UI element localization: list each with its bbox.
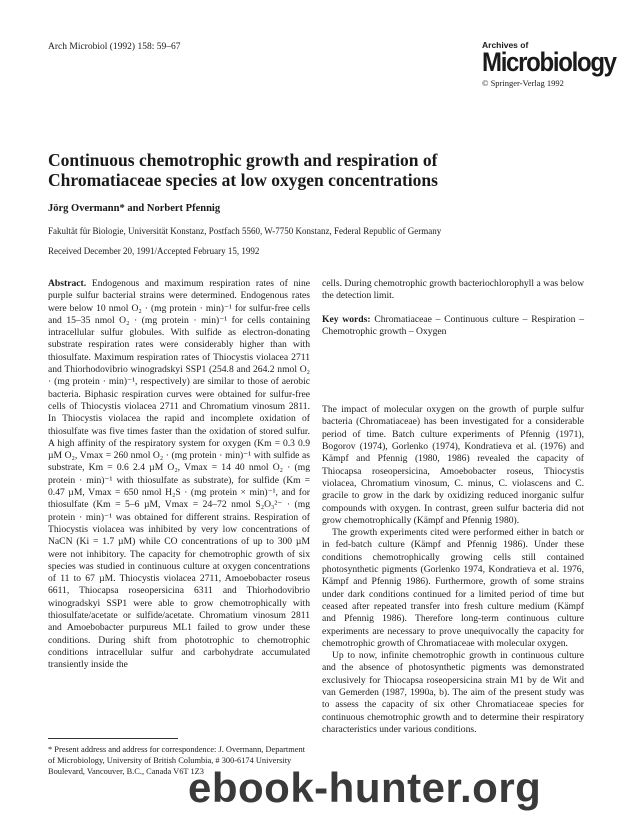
intro-paragraph-3: Up to now, infinite chemotrophic growth in continuous culture and the absence of photosynthetic pigments was demonstrated exclusively for Thiocapsa roseopersicina strain M1 by de Wit and van Gemerden (1987, 1990a, b). The aim of the present study was to assess the capacity of six other Chromatiaceae species for continuous chemotrophic growth and to determine their respiratory characteristics under various conditions.	[322, 650, 584, 735]
brand-logo-text: Microbiology	[482, 47, 616, 78]
brand-archives-label: Archives of	[482, 40, 529, 50]
brand-copyright: © Springer-Verlag 1992	[482, 78, 564, 88]
journal-reference: Arch Microbiol (1992) 158: 59–67	[48, 42, 181, 52]
journal-brand	[482, 40, 616, 88]
intro-paragraph-1: The impact of molecular oxygen on the growth of purple sulfur bacteria (Chromatiaceae) has been investigated for a considerable period of time. Batch culture experiments of Pfennig (1971), Bogorov (1974), Gorlenko (1974), Kondratieva et al. (1976) and Kämpf and Pfennig (1980, 1986) revealed the capacity of Thiocapsa roseopersicina, Amoebobacter roseus, Thiocystis violacea, Chromatium vinosum, C. minus, C. violascens and C. gracile to grow in the dark by oxidizing reduced inorganic sulfur compounds with oxygen. In contrast, green sulfur bacteria did not grow chemotrophically (Kämpf and Pfennig 1980).	[322, 404, 584, 526]
intro-paragraph-2: The growth experiments cited were performed either in batch or in fed-batch culture (Kämpf and Pfennig 1986). Under these conditions chemotrophically growing cells still contained photosynthetic pigments (Gorlenko 1974, Kondratieva et al. 1976, Kämpf and Pfennig 1986). Furthermore, growth of some strains under dark conditions continued for a limited period of time but ceased after repeated transfer into fresh culture medium (Kämpf and Pfennig 1986). Therefore long-term continuous culture experiments are necessary to prove unequivocally the capacity for chemotrophic growth of Chromatiaceae with molecular oxygen.	[322, 527, 584, 649]
article-authors: Jörg Overmann* and Norbert Pfennig	[48, 203, 221, 214]
abstract-column	[48, 278, 310, 672]
keywords-label: Key words:	[322, 313, 371, 325]
watermark-text: ebook-hunter.org	[188, 764, 542, 811]
abstract-label: Abstract.	[48, 278, 87, 289]
abstract-continuation: cells. During chemotrophic growth bacteriochlorophyll a was below the detection limit.	[322, 278, 584, 302]
article-title: Continuous chemotrophic growth and respiration of Chromatiaceae species at low oxygen concentrations	[48, 150, 438, 190]
footnote-divider	[48, 738, 178, 739]
abstract-text: Endogenous and maximum respiration rates of nine purple sulfur bacterial strains were determined. Endogenous rates were below 10 nmol O₂ · (mg protein · min)⁻¹ for sulfur-free cells and 15–35 nmol O₂ · (mg protein · min)⁻¹ for cells containing intracellular sulfur globules. With sulfide as electron-donating substrate respiration rates were considerably higher than with thiosulfate. Maximum respiration rates of Thiocystis violacea 2711 and Thiorhodovibrio winogradskyi SSP1 (254.8 and 264.2 nmol O₂ · (mg protein · min)⁻¹, respectively) are similar to those of aerobic bacteria. Biphasic respiration curves were obtained for sulfur-free cells of Thiocystis violacea 2711 and Chromatium vinosum 2811. In Thiocystis violacea the rapid and incomplete oxidation of thiosulfate was five times faster than the oxidation of stored sulfur. A high affinity of the respiratory system for oxygen (Km = 0.3 0.9 µM O₂, Vmax = 260 nmol O₂ · (mg protein · min)⁻¹ with sulfide as substrate, Km = 0.6 2.4 µM O₂, Vmax = 14 40 nmol O₂ · (mg protein · min)⁻¹ with thiosulfate as substrate), for sulfide (Km = 0.47 µM, Vmax = 650 nmol H₂S · (mg protein × min)⁻¹, and for thiosulfate (Km = 5–6 µM, Vmax = 24–72 nmol S₂O₃²⁻ · (mg protein · min)⁻¹ was obtained for different strains. Respiration of Thiocystis violacea was inhibited by very low concentrations of NaCN (Ki = 1.7 µM) while CO concentrations of up to 300 µM were not inhibitory. The capacity for chemotrophic growth of six species was studied in continuous culture at oxygen concentrations of 11 to 67 µM. Thiocystis violacea 2711, Amoebobacter roseus 6611, Thiocapsa roseopersicina 6311 and Thiorhodovibrio winogradskyi SSP1 were able to grow chemotrophically with thiosulfate/acetate or sulfide/acetate. Chromatium vinosum 2811 and Amoebobacter purpureus ML1 failed to grow under these conditions. During shift from phototrophic to chemotrophic conditions intracellular sulfur and carbohydrate accumulated transiently inside the	[48, 278, 310, 671]
article-received-date: Received December 20, 1991/Accepted February 15, 1992	[48, 246, 260, 256]
article-affiliation: Fakultät für Biologie, Universität Konstanz, Postfach 5560, W-7750 Konstanz, Federal Republic of Germany	[48, 226, 442, 236]
abstract-paragraph	[48, 278, 310, 672]
right-column	[322, 278, 584, 736]
footnote: * Present address and address for correspondence: J. Overmann, Department of Microbiology, University of British Columbia, # 300-6174 University Boulevard, Vancouver, B.C., Canada V6T 1Z3	[48, 745, 305, 776]
keywords-paragraph	[322, 314, 584, 339]
keywords-text: Chromatiaceae – Continuous culture – Respiration – Chemotrophic growth – Oxygen	[322, 313, 584, 337]
